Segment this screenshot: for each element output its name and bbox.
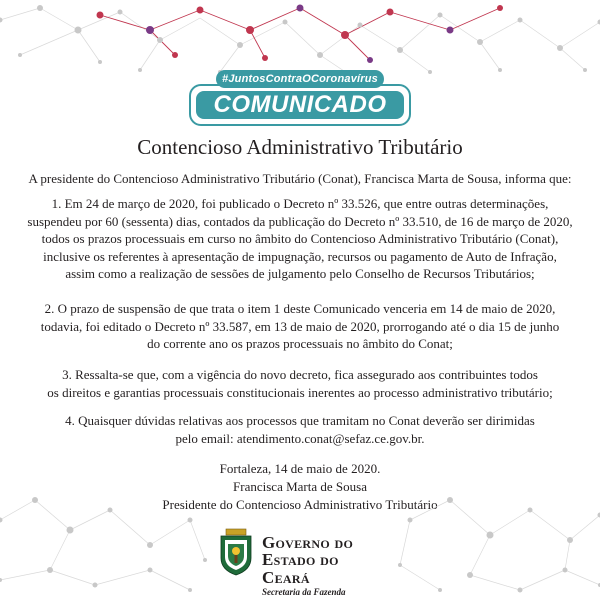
paragraph-item-4 [8,412,592,447]
paragraph-line: suspendeu por 60 (sessenta) dias, contados da publicação do Decreto nº 33.510, de 16 de março de 2020, [27,213,573,229]
paragraph-line: 2. O prazo de suspensão de que trata o item 1 deste Comunicado venceria em 14 de maio de 2020, [44,301,556,316]
gov-secretariat: Secretaria da Fazenda [262,587,346,597]
paragraph-line: os direitos e garantias processuais constitucionais inerentes ao processo administrativo tributário; [47,384,553,400]
place-date: Fortaleza, 14 de maio de 2020. [219,461,381,476]
gov-name-line2: Estado do Ceará [262,550,339,587]
paragraph-line: todavia, foi editado o Decreto nº 33.587, em 13 de maio de 2020, prorrogando até o dia 15 de junho [40,318,560,334]
paragraph-item-3 [8,366,592,401]
government-logo [218,528,388,597]
paragraph-line: 4. Quaisquer dúvidas relativas aos processos que tramitam no Conat deverão ser dirimidas [65,413,535,428]
paragraph-line: 3. Ressalta-se que, com a vigência do novo decreto, fica assegurado aos contribuintes todos [62,367,538,382]
network-decoration-top [0,0,600,80]
comunicado-label: COMUNICADO [196,91,404,119]
state-coat-of-arms-icon [218,528,254,576]
signer-name: Francisca Marta de Sousa [233,479,367,494]
gov-name-line1: Governo do [262,533,354,552]
paragraph-item-1 [8,195,592,283]
paragraph-line: pelo email: atendimento.conat@sefaz.ce.gov.br. [175,430,425,446]
paragraph-line: assim como a realização de sessões de julgamento pelo Conselho de Recursos Tributários; [65,266,535,281]
hashtag-pill: #JuntosContraOCoronavírus [216,70,384,88]
comunicado-banner [189,84,411,126]
paragraph-line: 1. Em 24 de março de 2020, foi publicado o Decreto nº 33.526, que entre outras determinações, [51,196,549,211]
signer-role: Presidente do Contencioso Administrativo Tributário [162,497,438,512]
document-intro: A presidente do Contencioso Administrativo Tributário (Conat), Francisca Marta de Sousa, informa que: [28,171,572,186]
paragraph-line: do corrente ano os prazos processuais no âmbito do Conat; [147,336,453,351]
paragraph-line: inclusive os referentes à apresentação de impugnação, recursos ou pagamento de Auto de Infração, [43,248,557,264]
document-title: Contencioso Administrativo Tributário [137,135,463,159]
paragraph-line: todos os prazos processuais em curso no âmbito do Contencioso Administrativo Tributário (Conat), [41,231,559,246]
paragraph-item-2 [8,300,592,353]
